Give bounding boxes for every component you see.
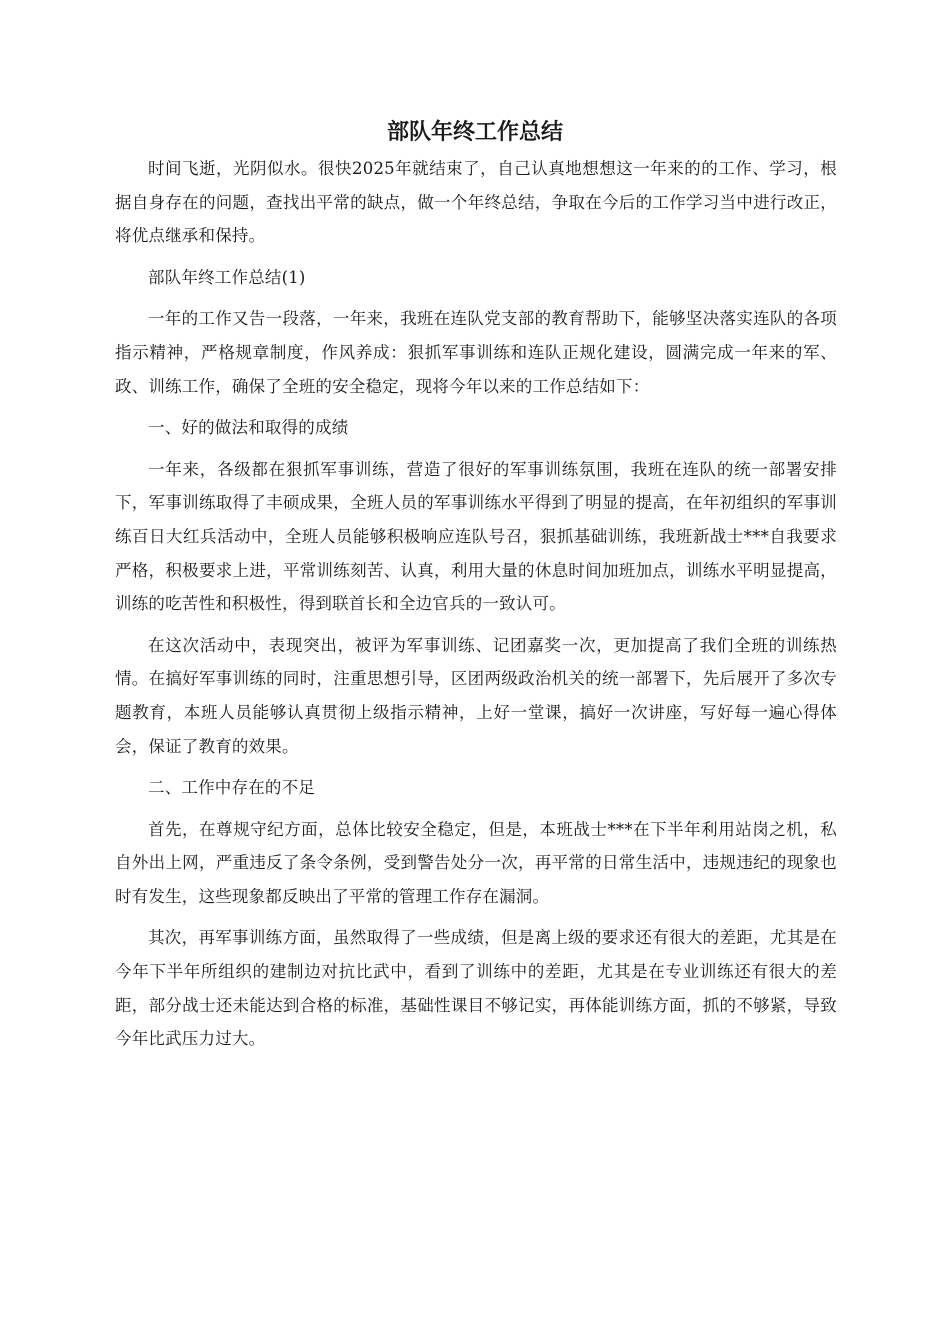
training-paragraph: 其次，再军事训练方面，虽然取得了一些成绩，但是离上级的要求还有很大的差距，尤其是在今年下半年所组织的建制边对抗比武中，看到了训练中的差距，尤其是在专业训练还有很大的差距，部分战士还未能达到合格的标准，基础性课目不够记实，再体能训练方面，抓的不够紧，导致今年比武压力过大。 [115,928,837,1049]
activity-paragraph: 在这次活动中，表现突出，被评为军事训练、记团嘉奖一次，更加提高了我们全班的训练热情。在搞好军事训练的同时，注重思想引导，区团两级政治机关的统一部署下，先后展开了多次专题教育，本班人员能够认真贯彻上级指示精神，上好一堂课，搞好一次讲座，写好每一遍心得体会，保证了教育的效果。 [115,635,837,756]
overview-paragraph: 一年的工作又告一段落，一年来，我班在连队党支部的教育帮助下，能够坚决落实连队的各项指示精神，严格规章制度，作风养成：狠抓军事训练和连队正规化建设，圆满完成一年来的军、政、训练工作，确保了全班的安全稳定，现将今年以来的工作总结如下： [115,309,837,396]
document-body [115,152,837,1064]
achievements-paragraph: 一年来，各级都在狠抓军事训练，营造了很好的军事训练氛围，我班在连队的统一部署安排下，军事训练取得了丰硕成果，全班人员的军事训练水平得到了明显的提高，在年初组织的军事训练百日大红兵活动中，全班人员能够积极响应连队号召，狠抓基础训练，我班新战士***自我要求严格，积极要求上进，平常训练刻苦、认真，利用大量的休息时间加班加点，训练水平明显提高，训练的吃苦性和积极性，得到联首长和全边官兵的一致认可。 [115,459,837,614]
intro-paragraph: 时间飞逝，光阴似水。很快2025年就结束了，自己认真地想想这一年来的的工作、学习，根据自身存在的问题，查找出平常的缺点，做一个年终总结，争取在今后的工作学习当中进行改正，将优点继承和保持。 [115,159,837,246]
section-heading-achievements: 一、好的做法和取得的成绩 [148,418,349,438]
section-heading-shortcomings: 二、工作中存在的不足 [148,778,315,798]
document-title: 部队年终工作总结 [386,119,563,145]
section-subtitle: 部队年终工作总结(1) [148,267,306,287]
discipline-paragraph: 首先，在尊规守纪方面，总体比较安全稳定，但是，本班战士***在下半年利用站岗之机，私自外出上网，严重违反了条令条例，受到警告处分一次，再平常的日常生活中，违规违纪的现象也时有发生，这些现象都反映出了平常的管理工作存在漏洞。 [115,819,837,906]
